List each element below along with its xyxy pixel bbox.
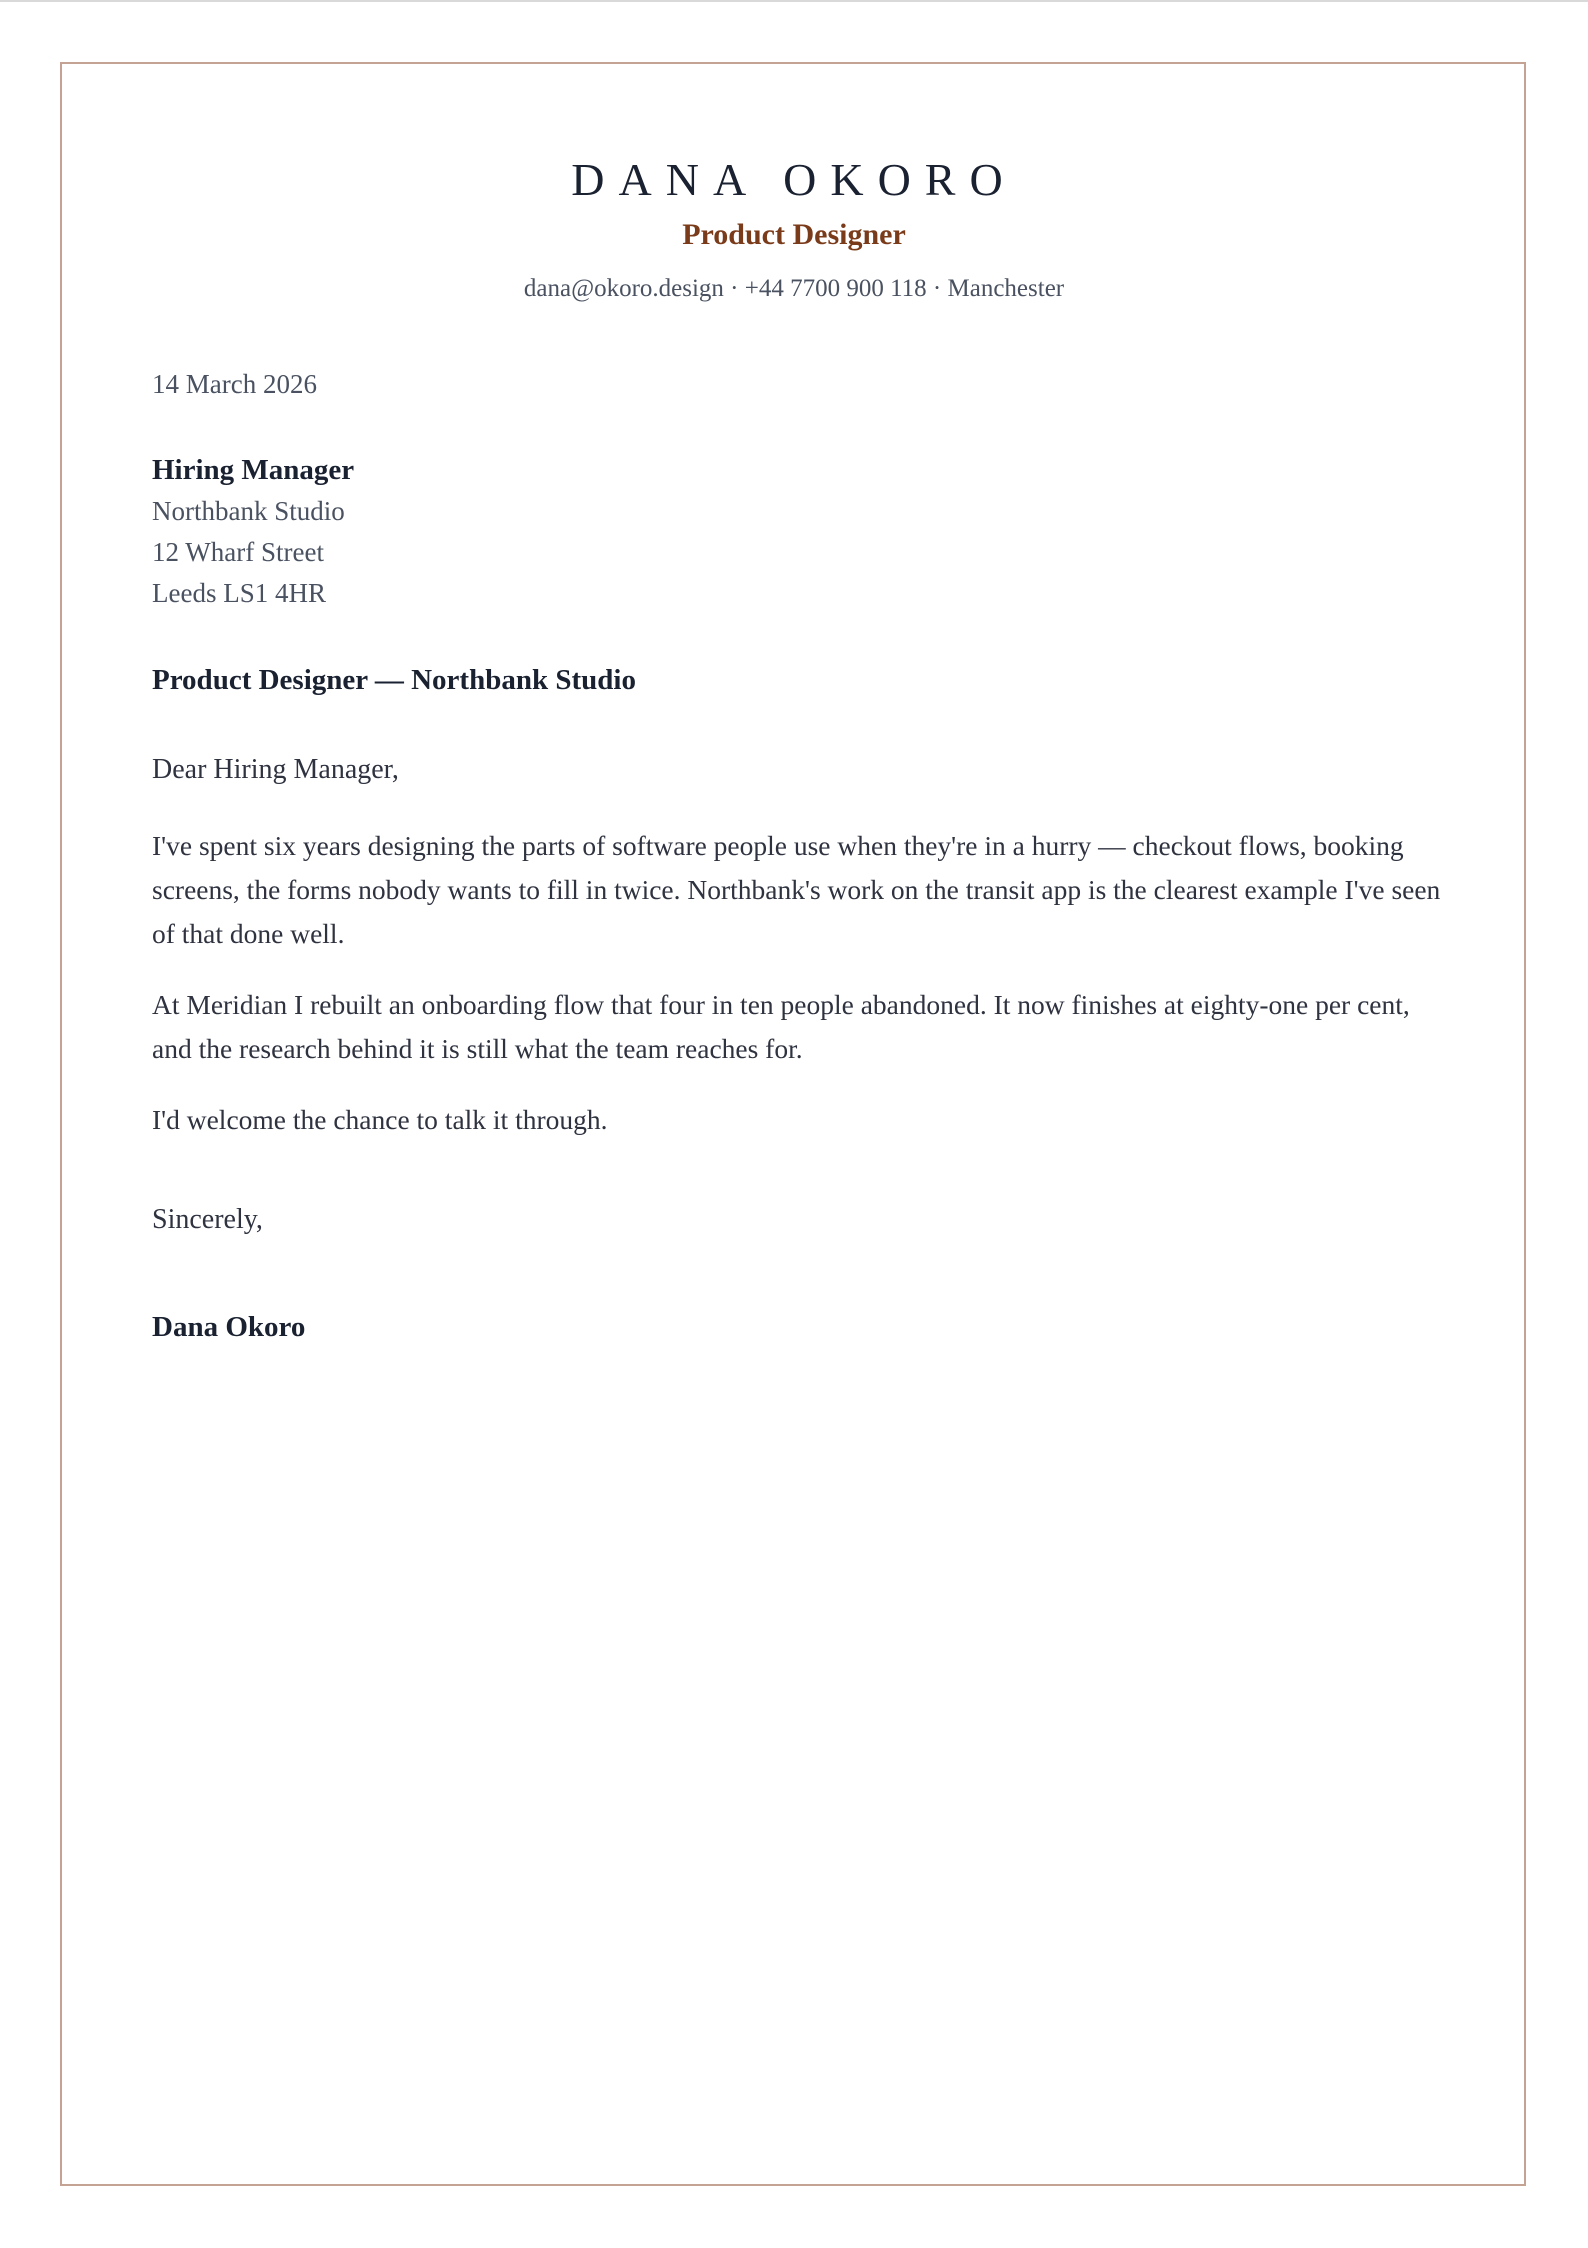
signature-name: Dana Okoro: [152, 1311, 306, 1343]
body-paragraph: At Meridian I rebuilt an onboarding flow that four in ten people abandoned. It now finishes at eighty-one per cent, and the research behind it is still what the team reaches for.: [152, 989, 1410, 1064]
sender-name: DANA OKORO: [571, 154, 1017, 205]
top-divider: [0, 0, 1588, 2]
body-paragraph: I'd welcome the chance to talk it through.: [152, 1104, 608, 1135]
letter-subject: Product Designer — Northbank Studio: [152, 664, 636, 696]
letter-closing: Sincerely,: [152, 1204, 263, 1235]
recipient-company: Northbank Studio: [152, 496, 345, 526]
recipient-street: 12 Wharf Street: [152, 537, 324, 567]
letter-date: 14 March 2026: [152, 369, 317, 399]
sender-role: Product Designer: [682, 218, 906, 251]
recipient-city: Leeds LS1 4HR: [152, 578, 326, 608]
sender-contact-line: dana@okoro.design · +44 7700 900 118 · Manchester: [523, 275, 1065, 302]
recipient-name: Hiring Manager: [152, 454, 355, 486]
body-paragraph: I've spent six years designing the parts of software people use when they're in a hurry — checkout flows, booking screens, the forms nobody wants to fill in twice. Northbank's work on the transit app is the clearest example I've seen of that done well.: [152, 830, 1441, 949]
recipient-address-block: [152, 450, 354, 614]
letter-salutation: Dear Hiring Manager,: [152, 754, 399, 785]
